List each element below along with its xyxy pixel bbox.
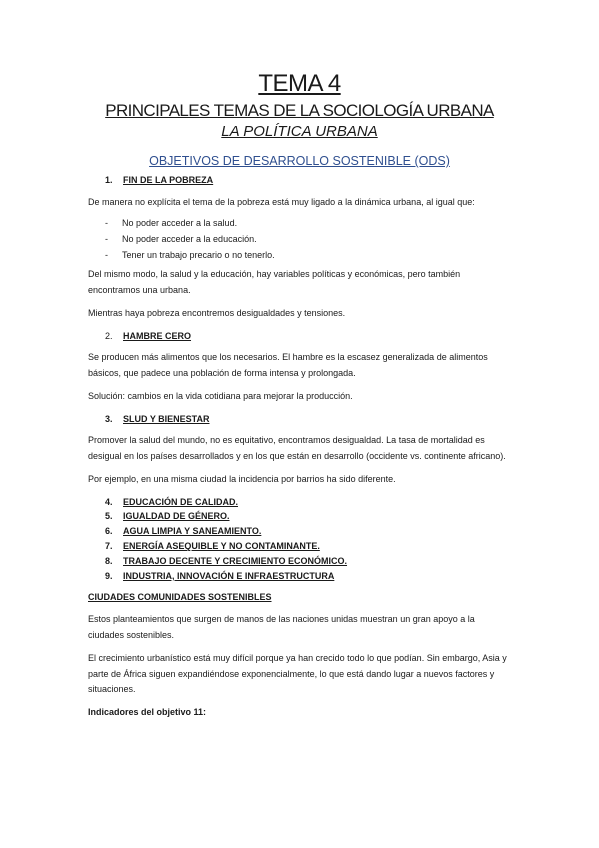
indicators-heading: Indicadores del objetivo 11: bbox=[88, 707, 207, 718]
goal-label: EDUCACIÓN DE CALIDAD. bbox=[123, 496, 239, 507]
goal-item bbox=[105, 554, 511, 569]
section-2-heading bbox=[88, 329, 511, 345]
list-item-text: No poder acceder a la educación. bbox=[122, 233, 257, 244]
page-title: TEMA 4 bbox=[258, 70, 341, 97]
section-3-paragraph-2: Por ejemplo, en una misma ciudad la incidencia por barrios ha sido diferente. bbox=[88, 473, 396, 484]
section-3-heading bbox=[88, 412, 511, 428]
cities-heading: CIUDADES COMUNIDADES SOSTENIBLES bbox=[88, 591, 272, 602]
goal-number: 9. bbox=[105, 570, 113, 581]
goal-item bbox=[105, 509, 511, 524]
goal-label: AGUA LIMPIA Y SANEAMIENTO. bbox=[123, 526, 262, 537]
goal-number: 7. bbox=[105, 541, 113, 552]
goal-label: ENERGÍA ASEQUIBLE Y NO CONTAMINANTE. bbox=[123, 541, 320, 552]
section-1-heading bbox=[88, 173, 511, 189]
section-3-number: 3. bbox=[105, 413, 113, 424]
goal-number: 8. bbox=[105, 555, 113, 566]
section-2-number: 2. bbox=[105, 330, 113, 341]
goal-number: 6. bbox=[105, 526, 113, 537]
section-1-bullet-list bbox=[88, 215, 511, 264]
section-3-title: SLUD Y BIENESTAR bbox=[123, 413, 210, 424]
cities-paragraph-1: Estos planteamientos que surgen de manos de las naciones unidas muestran un gran apoyo a la ciudades sostenibles. bbox=[88, 614, 475, 641]
goal-item bbox=[105, 495, 511, 510]
section-1-intro: De manera no explícita el tema de la pobreza está muy ligado a la dinámica urbana, al igual que: bbox=[88, 196, 475, 207]
goal-number: 4. bbox=[105, 496, 113, 507]
goal-label: INDUSTRIA, INNOVACIÓN E INFRAESTRUCTURA bbox=[123, 570, 335, 581]
list-item: - Tener un trabajo precario o no tenerlo. bbox=[105, 247, 511, 263]
list-item: - No poder acceder a la educación. bbox=[105, 231, 511, 247]
section-3-paragraph-1: Promover la salud del mundo, no es equitativo, encontramos desigualdad. La tasa de mortalidad es desigual en los países desarrollados y en los que están en desarrollo (occidente vs. continente africano). bbox=[88, 435, 506, 461]
goal-item bbox=[105, 524, 511, 539]
list-item-text: No poder acceder a la salud. bbox=[122, 217, 238, 228]
ods-heading: OBJETIVOS DE DESARROLLO SOSTENIBLE (ODS) bbox=[149, 154, 450, 169]
section-2-title: HAMBRE CERO bbox=[123, 330, 192, 341]
section-1-paragraph-2: Del mismo modo, la salud y la educación, hay variables políticas y económicas, pero también encontramos una urbana. bbox=[88, 269, 461, 295]
section-1-paragraph-3: Mientras haya pobreza encontremos desigualdades y tensiones. bbox=[88, 307, 346, 318]
section-2-paragraph-2: Solución: cambios en la vida cotidiana para mejorar la producción. bbox=[88, 390, 353, 401]
page-subtitle: PRINCIPALES TEMAS DE LA SOCIOLOGÍA URBANA bbox=[105, 101, 494, 120]
goal-label: IGUALDAD DE GÉNERO. bbox=[123, 511, 230, 522]
goal-label: TRABAJO DECENTE Y CRECIMIENTO ECONÓMICO. bbox=[123, 555, 348, 566]
goal-item bbox=[105, 539, 511, 554]
section-1-title: FIN DE LA POBREZA bbox=[123, 175, 214, 186]
list-item-text: Tener un trabajo precario o no tenerlo. bbox=[122, 250, 275, 261]
page-subsubtitle: LA POLÍTICA URBANA bbox=[221, 122, 378, 140]
cities-paragraph-2: El crecimiento urbanístico está muy difícil porque ya han crecido todo lo que podían. Sin embargo, Asia y parte de África siguen expandiéndose exponencialmente, lo que está dando lugar a nuevos factores y situaciones. bbox=[88, 652, 507, 695]
list-item: - No poder acceder a la salud. bbox=[105, 215, 511, 231]
section-1-number: 1. bbox=[105, 175, 113, 186]
goal-item bbox=[105, 569, 511, 584]
section-2-paragraph-1: Se producen más alimentos que los necesarios. El hambre es la escasez generalizada de alimentos básicos, que padece una población de forma intensa y prolongada. bbox=[88, 352, 488, 378]
goals-list bbox=[88, 495, 511, 584]
goal-number: 5. bbox=[105, 511, 113, 522]
